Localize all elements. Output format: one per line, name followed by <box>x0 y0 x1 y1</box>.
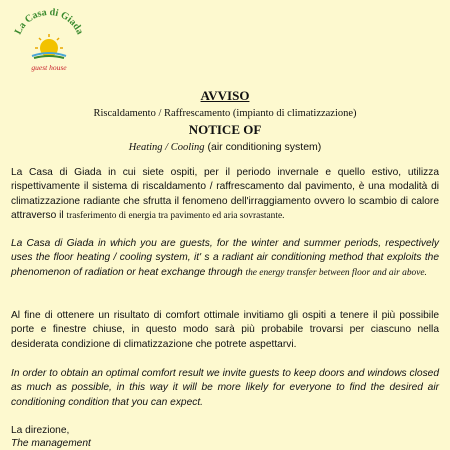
logo-subtitle-text: guest house <box>31 63 67 72</box>
subtitle-english-heating-cooling: Heating / Cooling <box>128 142 205 153</box>
paragraph-english-system <box>11 237 439 280</box>
sun-icon <box>32 34 66 58</box>
subtitle-english-air-conditioning: (air conditioning system) <box>204 141 322 153</box>
guest-house-logo <box>10 6 88 78</box>
signature-english: The management <box>11 438 91 449</box>
paragraph-italian-system-tail: trasferimento di energia tra pavimento ed aria sovrastante. <box>66 210 285 221</box>
paragraph-english-system-tail: the energy transfer between floor and air above. <box>245 267 427 278</box>
paragraph-italian-system-main: La Casa di Giada in cui siete ospiti, per il periodo invernale e quello estivo, utilizza rispettivamente il sistema di riscaldamento / raffrescamento dal pavimento, è una modalità di climatizzazione radiante che sfrutta il fenomeno dell'irraggiamento ovvero lo scambio di calore attraverso il <box>11 167 439 221</box>
paragraph-italian-comfort: Al fine di ottenere un risultato di comfort ottimale invitiamo gli ospiti a tenere il più possibile porte e finestre chiuse, in questo modo sarà più probabile trovarsi per ciascuno nella desiderata condizione di climatizzazione che potrete aspettarvi. <box>11 310 439 350</box>
logo-graphic <box>10 6 88 78</box>
notice-title: AVVISO <box>200 88 250 103</box>
paragraph-english-system-main: La Casa di Giada in which you are guests, for the winter and summer periods, respectively uses the floor heating / cooling system, it' s a radiant air conditioning method that exploits the phenomenon of radiation or heat exchange through <box>11 238 439 278</box>
signature <box>11 424 91 450</box>
paragraph-italian-system <box>11 166 439 223</box>
logo-brand-text: La Casa di Giada <box>12 6 86 37</box>
notice-subtitle-english <box>0 141 450 153</box>
signature-italian: La direzione, <box>11 425 70 436</box>
notice-subtitle-italian: Riscaldamento / Raffrescamento (impianto di climatizzazione) <box>93 108 357 119</box>
notice-title-english: NOTICE OF <box>188 122 262 137</box>
paragraph-english-comfort: In order to obtain an optimal comfort result we invite guests to keep doors and windows closed as much as possible, in this way it will be more likely for everyone to find the desired air conditioning condition that you can expect. <box>11 368 439 408</box>
